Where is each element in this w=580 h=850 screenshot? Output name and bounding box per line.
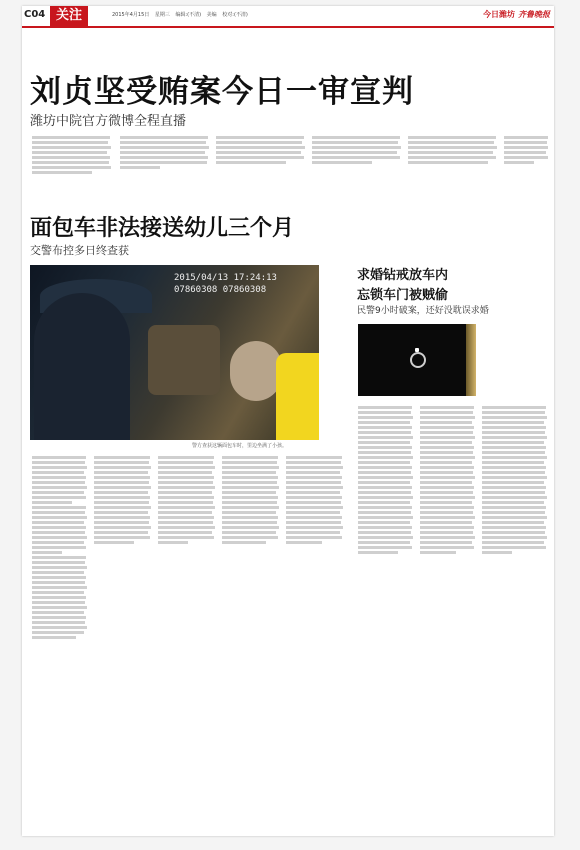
story1-body-col-6 [504,136,550,194]
issue-weekday: 星期三 [154,12,170,18]
story2-body-col-1 [32,456,88,826]
story3-body-col-1 [358,406,414,706]
photo-timestamp: 2015/04/13 17:24:13 [174,273,277,283]
story2-headline: 面包车非法接送幼儿三个月 [30,216,295,241]
story1-body-col-3 [216,136,306,194]
story2-body-col-4 [222,456,280,646]
story1-body-col-2 [120,136,210,194]
story2-subheadline: 交警布控多日终查获 [30,244,129,257]
story3-body-col-3 [482,406,548,706]
section-badge: 关注 [50,6,88,26]
story3-ring-photo [358,324,476,396]
photo-timestamp-overlay [174,272,277,296]
page-header [22,6,554,28]
story2-body-col-2 [94,456,152,646]
photo-yellow-vest [276,353,319,440]
story1-body-col-1 [32,136,112,194]
story1-body-col-4 [312,136,402,194]
photo-camera-id: 07860308 07860308 [174,285,267,295]
newspaper-page [22,6,554,836]
issue-editor: 编辑:(不清) [175,12,202,18]
story1-headline: 刘贞坚受贿案今日一审宣判 [30,74,414,110]
diamond-icon [415,348,419,352]
story3-headline-line2: 忘锁车门被贼偷 [357,288,449,303]
paper-logo: 齐鲁晚报 [518,9,550,19]
story1-subheadline: 潍坊中院官方微博全程直播 [30,114,187,129]
story3-headline-line1: 求婚钻戒放车内 [357,268,449,283]
story2-body-col-5 [286,456,344,646]
paper-label: 今日潍坊 [483,10,515,19]
photo-van-seat [148,325,220,395]
story2-body-col-3 [158,456,216,646]
paper-masthead [483,9,550,20]
story2-photo [30,265,319,440]
ring-icon [410,352,426,368]
story1-body-col-5 [408,136,498,194]
story3-subheadline: 民警9小时破案，还好没耽误求婚 [357,306,489,316]
issue-proofreader: 校对:(不清) [222,12,248,18]
photo-box-edge [466,324,476,396]
story3-body-col-2 [420,406,476,706]
page-number: C04 [24,9,46,20]
story2-photo-caption: 警方查获这辆面包车时，里边坐满了小孩。 [192,443,288,449]
issue-meta [112,11,252,18]
issue-designer: 美编 [206,12,217,18]
photo-child [230,341,282,401]
issue-date: 2015年4月15日 [112,12,150,18]
photo-officer [34,293,130,440]
